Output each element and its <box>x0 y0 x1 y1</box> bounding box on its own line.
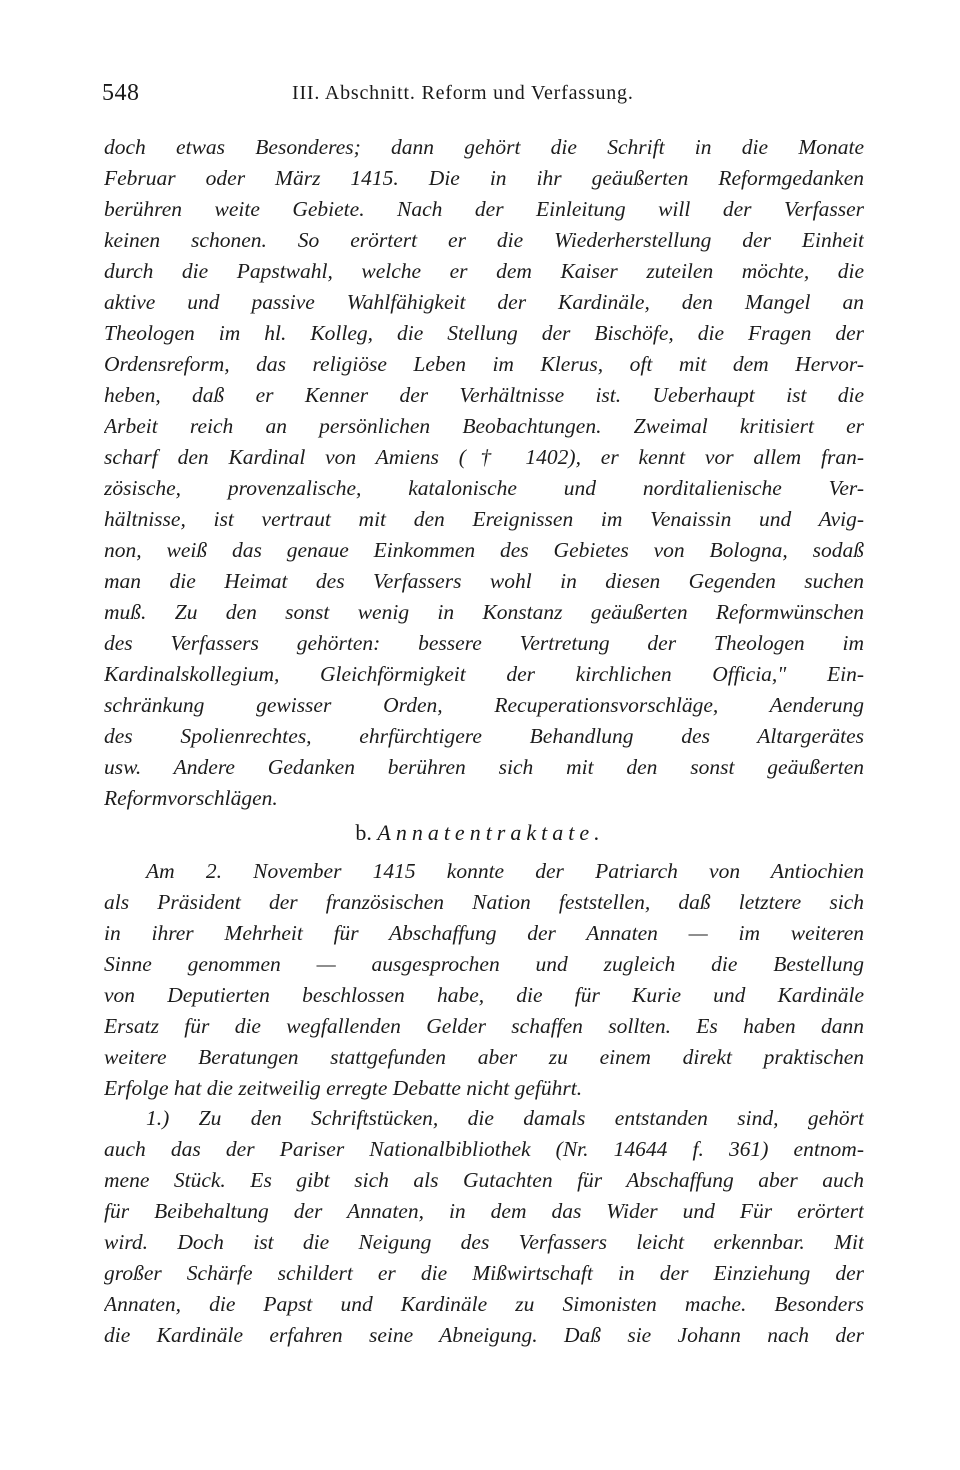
text-line: aktive und passive Wahlfähigkeit der Kardinäle, den Mangel an <box>104 290 864 314</box>
page-number: 548 <box>102 80 140 106</box>
text-line: wird. Doch ist die Neigung des Verfassers leicht erkennbar. Mit <box>104 1230 864 1254</box>
paragraph-3 <box>104 1103 864 1351</box>
text-line: Reformvorschlägen. <box>104 786 278 810</box>
text-line: des Verfassers gehörten: bessere Vertretung der Theologen im <box>104 631 864 655</box>
text-line: usw. Andere Gedanken berühren sich mit den sonst geäußerten <box>104 755 864 779</box>
text-line: weitere Beratungen stattgefunden aber zu einem direkt praktischen <box>104 1045 864 1069</box>
text-line: Februar oder März 1415. Die in ihr geäußerten Reformgedanken <box>104 166 864 190</box>
text-line: 1.) Zu den Schriftstücken, die damals entstanden sind, gehört <box>146 1106 864 1130</box>
text-line: Erfolge hat die zeitweilig erregte Debatte nicht geführt. <box>104 1076 583 1100</box>
text-line: Theologen im hl. Kolleg, die Stellung der Bischöfe, die Fragen der <box>104 321 864 345</box>
text-line: heben, daß er Kenner der Verhältnisse ist. Ueberhaupt ist die <box>104 383 864 407</box>
text-line: des Spolienrechtes, ehrfürchtigere Behandlung des Altargerätes <box>104 724 864 748</box>
section-label: b. <box>355 820 372 845</box>
text-line: als Präsident der französischen Nation feststellen, daß letztere sich <box>104 890 864 914</box>
running-head: III. Abschnitt. Reform und Verfassung. <box>292 82 634 104</box>
page-header <box>102 80 862 114</box>
text-line: für Beibehaltung der Annaten, in dem das Wider und Für erörtert <box>104 1199 864 1223</box>
text-line: Arbeit reich an persönlichen Beobachtungen. Zweimal kritisiert er <box>104 414 864 438</box>
text-line: mene Stück. Es gibt sich als Gutachten für Abschaffung aber auch <box>104 1168 864 1192</box>
text-line: doch etwas Besonderes; dann gehört die Schrift in die Monate <box>104 135 864 159</box>
text-line: Ersatz für die wegfallenden Gelder schaffen sollten. Es haben dann <box>104 1014 864 1038</box>
text-line: hältnisse, ist vertraut mit den Ereignissen im Venaissin und Avig- <box>104 507 864 531</box>
text-line: großer Schärfe schildert er die Mißwirtschaft in der Einziehung der <box>104 1261 864 1285</box>
text-line: Kardinalskollegium, Gleichförmigkeit der kirchlichen Officia," Ein- <box>104 662 864 686</box>
text-line: muß. Zu den sonst wenig in Konstanz geäußerten Reformwünschen <box>104 600 864 624</box>
text-line: in ihrer Mehrheit für Abschaffung der Annaten — im weiteren <box>104 921 864 945</box>
text-line: die Kardinäle erfahren seine Abneigung. Daß sie Johann nach der <box>104 1323 864 1347</box>
text-line: schränkung gewisser Orden, Recuperationsvorschläge, Aenderung <box>104 693 864 717</box>
section-heading <box>0 820 960 846</box>
text-line: Ordensreform, das religiöse Leben im Klerus, oft mit dem Hervor- <box>104 352 864 376</box>
text-line: berühren weite Gebiete. Nach der Einleitung will der Verfasser <box>104 197 864 221</box>
text-line: Sinne genommen — ausgesprochen und zugleich die Bestellung <box>104 952 864 976</box>
text-line: non, weiß das genaue Einkommen des Gebietes von Bologna, sodaß <box>104 538 864 562</box>
text-line: keinen schonen. So erörtert er die Wiederherstellung der Einheit <box>104 228 864 252</box>
text-line: scharf den Kardinal von Amiens († 1402), er kennt vor allem fran- <box>104 445 864 469</box>
section-title: Annatentraktate. <box>377 820 605 845</box>
text-line: Am 2. November 1415 konnte der Patriarch von Antiochien <box>146 859 864 883</box>
text-line: zösische, provenzalische, katalonische und norditalienische Ver- <box>104 476 864 500</box>
paragraph-2 <box>104 856 864 1104</box>
text-line: man die Heimat des Verfassers wohl in diesen Gegenden suchen <box>104 569 864 593</box>
text-line: durch die Papstwahl, welche er dem Kaiser zuteilen möchte, die <box>104 259 864 283</box>
text-line: Annaten, die Papst und Kardinäle zu Simonisten mache. Besonders <box>104 1292 864 1316</box>
paragraph-1 <box>104 132 864 814</box>
text-line: von Deputierten beschlossen habe, die für Kurie und Kardinäle <box>104 983 864 1007</box>
text-line: auch das der Pariser Nationalbibliothek (Nr. 14644 f. 361) entnom- <box>104 1137 864 1161</box>
